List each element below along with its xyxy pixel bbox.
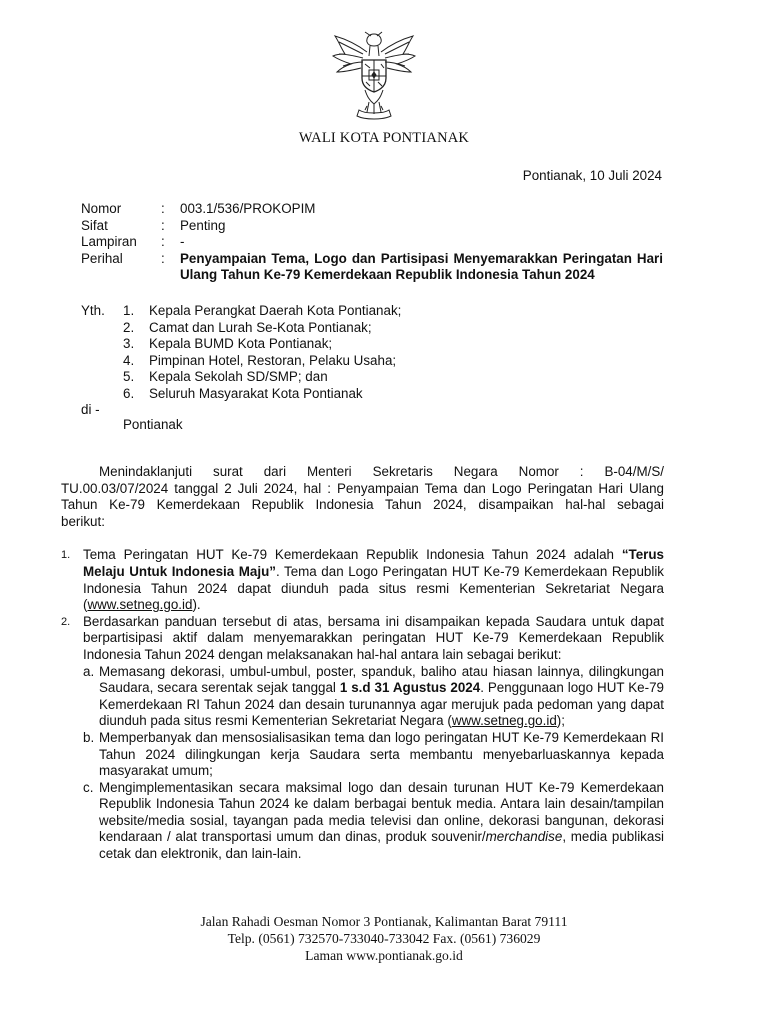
meta-row-lampiran [81,234,663,251]
meta-colon: : [161,217,165,233]
item-text: Pimpinan Hotel, Restoran, Pelaku Usaha; [149,352,397,368]
meta-label: Lampiran [81,234,137,250]
meta-colon: : [161,250,165,266]
setneg-link[interactable]: www.setneg.go.id [87,597,193,613]
item-text: Kepala BUMD Kota Pontianak; [149,336,333,352]
text-run: ). [192,597,201,613]
item-text: Camat dan Lurah Se-Kota Pontianak; [149,319,372,335]
theme-text: “Terus Melaju Untuk Indonesia Maju” [83,547,664,579]
intro-line: TU.00.03/07/2024 tanggal 2 Juli 2024, hal : Penyampaian Tema dan Logo Peringatan Hari Ulang [61,480,664,496]
meta-value-lampiran: - [180,234,185,250]
letter-body [61,464,664,863]
item-number: 4. [123,352,135,368]
di-label: di - [81,402,100,417]
list-item [123,303,401,320]
item-number: 6. [123,385,135,401]
sub-text [99,664,664,730]
item-text: Kepala Sekolah SD/SMP; dan [149,369,328,385]
list-item [123,320,401,337]
list-item [123,386,401,403]
intro-line: Menindaklanjuti surat dari Menteri Sekretaris Negara Nomor : B-04/M/S/ [99,464,664,479]
meta-row-sifat [81,218,663,235]
footer-website: Laman www.pontianak.go.id [305,947,463,963]
text-run: Memasang dekorasi, umbul-umbul, poster, spanduk, baliho atau hiasan lainnya, dilingkungan Saudara, secara serentak sejak tanggal [99,663,664,696]
point-number: 2. [61,615,71,628]
meta-label: Perihal [81,250,123,266]
text-run: . Tema dan Logo Peringatan HUT Ke-79 Kemerdekaan Republik Indonesia Tahun 2024 dapat diunduh pada situs resmi Kementerian Sekretariat Negara ( [83,563,664,613]
point-2 [61,614,664,863]
meta-colon: : [161,201,165,216]
letter-date: Pontianak, 10 Juli 2024 [522,168,662,183]
meta-value-sifat: Penting [180,217,226,233]
italic-term: merchandise [485,829,563,845]
yth-label: Yth. [81,303,105,318]
point-text: Berdasarkan panduan tersebut di atas, bersama ini disampaikan kepada Saudara untuk dapat berpartisipasi aktif dalam menyemarakkan peringatan HUT Ke-79 Kemerdekaan Republik Indonesia Tahun 2024 dengan melaksanakan hal-hal antara lain sebagai berikut: [83,613,664,662]
sub-point-b [83,730,664,780]
text-run: Tema Peringatan HUT Ke-79 Kemerdekaan Republik Indonesia Tahun 2024 adalah [83,547,622,563]
list-item [123,369,401,386]
sub-text [99,780,664,863]
points-list [61,547,664,862]
sub-text: Memperbanyak dan mensosialisasikan tema dan logo peringatan HUT Ke-79 Kemerdekaan RI Tahun 2024 dilingkungan kerja Saudara serta membantu menyebarluaskannya kepada masyarakat umum; [99,729,664,779]
item-number: 3. [123,336,135,352]
point-1 [61,547,664,613]
meta-label: Nomor [81,201,122,216]
point-number: 1. [61,549,71,562]
intro-line: Tahun Ke-79 Kemerdekaan Republik Indonesia Tahun 2024, disampaikan hal-hal sebagai [61,497,664,513]
sub-letter: b. [83,729,95,745]
item-number: 1. [123,303,135,318]
setneg-link[interactable]: www.setneg.go.id [451,713,557,729]
text-run: Mengimplementasikan secara maksimal logo dan desain turunan HUT Ke-79 Kemerdekaan Republik Indonesia Tahun 2024 ke dalam berbagai bentuk media. Antara lain desain/tampilan website/media sosial, tayangan pada media televisi dan online, dekorasi bangunan, dekorasi kendaraan / alat transportasi umum dan dinas, produk souvenir/ [99,779,664,845]
meta-label: Sifat [81,217,108,233]
garuda-emblem-icon [329,30,419,122]
footer-phone: Telp. (0561) 732570-733040-733042 Fax. (0561) 736029 [227,930,541,946]
sub-point-c [83,780,664,863]
meta-row-perihal [81,251,663,284]
point-text-block [83,614,664,863]
point-text [83,547,664,613]
letterhead-footer [0,914,768,964]
intro-paragraph [61,464,664,530]
meta-colon: : [161,234,165,250]
list-item [123,336,401,353]
intro-line: berikut: [61,513,105,529]
sub-letter: c. [83,779,94,795]
sub-letter: a. [83,663,95,679]
footer-address: Jalan Rahadi Oesman Nomor 3 Pontianak, Kalimantan Barat 79111 [200,914,568,929]
text-run: , media publikasi cetak dan elektronik, dan lain-lain. [99,829,664,862]
sub-point-a [83,664,664,730]
meta-row-nomor [81,201,663,218]
item-number: 2. [123,319,135,335]
date-range-text: 1 s.d 31 Agustus 2024 [339,680,481,696]
item-text: Kepala Perangkat Daerah Kota Pontianak; [149,303,402,318]
meta-value-nomor: 003.1/536/PROKOPIM [180,201,316,216]
recipient-city: Pontianak [123,417,183,432]
item-number: 5. [123,369,135,385]
meta-value-perihal: Penyampaian Tema, Logo dan Partisipasi Menyemarakkan Peringatan Hari Ulang Tahun Ke-79 Kemerdekaan Republik Indonesia Tahun 2024 [180,250,663,283]
list-item [123,353,401,370]
letter-meta [81,201,663,284]
item-text: Seluruh Masyarakat Kota Pontianak [149,385,363,401]
org-name: WALI KOTA PONTIANAK [298,130,470,146]
text-run: . Penggunaan logo HUT Ke-79 Kemerdekaan RI Tahun 2024 dan desain turunannya agar merujuk pada pedoman yang dapat diunduh pada situs resmi Kementerian Sekretariat Negara ( [99,680,664,729]
recipient-list [123,303,401,403]
text-run: ); [556,713,565,729]
